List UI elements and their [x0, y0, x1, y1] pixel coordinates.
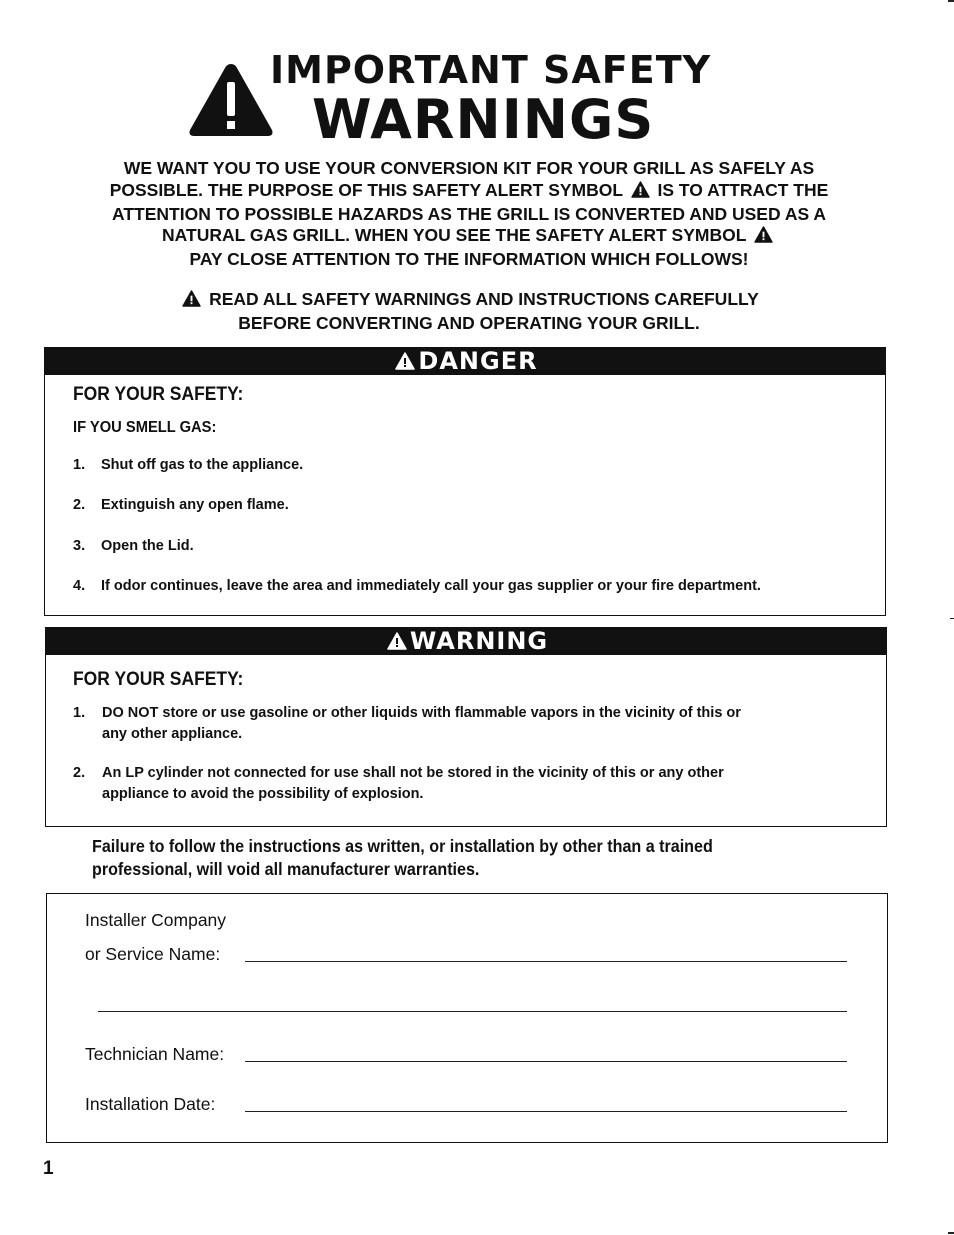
alert-triangle-icon	[186, 60, 276, 140]
alert-triangle-icon	[182, 290, 201, 313]
intro-line	[60, 225, 878, 249]
list-item-text: An LP cylinder not connected for use shall not be stored in the vicinity of this or any other	[102, 765, 724, 781]
read-all-line	[60, 289, 878, 313]
list-item-text: Shut off gas to the appliance.	[101, 457, 304, 473]
danger-box	[44, 347, 886, 616]
list-item-text: Open the Lid.	[101, 538, 194, 554]
read-all-notice	[60, 289, 878, 335]
list-item-text: appliance to avoid the possibility of explosion.	[102, 785, 424, 802]
list-item-number: 4.	[73, 578, 86, 594]
warning-title: FOR YOUR SAFETY:	[73, 669, 244, 690]
intro-line: WE WANT YOU TO USE YOUR CONVERSION KIT FOR YOUR GRILL AS SAFELY AS	[123, 158, 815, 178]
warning-box	[45, 627, 887, 827]
list-item	[73, 536, 873, 557]
installer-info-box	[46, 893, 888, 1143]
installation-date-field[interactable]	[245, 1111, 847, 1112]
company-label: or Service Name:	[85, 944, 221, 964]
page-title-line2: WARNINGS	[312, 88, 655, 151]
alert-triangle-icon	[631, 181, 650, 204]
alert-triangle-icon	[754, 226, 773, 249]
warning-header	[46, 628, 886, 655]
danger-subtitle: IF YOU SMELL GAS:	[73, 419, 217, 436]
list-item-text: If odor continues, leave the area and immediately call your gas supplier or your fire department.	[101, 578, 761, 594]
read-all-text: READ ALL SAFETY WARNINGS AND INSTRUCTIONS CAREFULLY	[209, 289, 759, 309]
intro-text: NATURAL GAS GRILL. WHEN YOU SEE THE SAFETY ALERT SYMBOL	[162, 225, 747, 246]
list-item-number: 2.	[73, 765, 86, 781]
company-name-field-continued[interactable]	[98, 1011, 847, 1012]
list-item	[73, 703, 873, 745]
list-item	[73, 495, 873, 516]
crop-mark	[948, 0, 954, 2]
list-item-text: Extinguish any open flame.	[101, 497, 289, 513]
company-name-field[interactable]	[245, 961, 847, 962]
read-all-line: BEFORE CONVERTING AND OPERATING YOUR GRILL.	[238, 312, 700, 333]
technician-label: Technician Name:	[85, 1044, 225, 1064]
alert-triangle-icon	[387, 629, 407, 656]
list-item	[73, 455, 873, 476]
list-item-number: 2.	[73, 497, 86, 513]
intro-line: ATTENTION TO POSSIBLE HAZARDS AS THE GRILL IS CONVERTED AND USED AS A	[112, 203, 826, 224]
list-item-text: DO NOT store or use gasoline or other liquids with flammable vapors in the vicinity of this or	[102, 705, 741, 721]
company-label: Installer Company	[85, 910, 227, 930]
intro-paragraph	[60, 158, 878, 271]
alert-triangle-icon	[395, 349, 415, 376]
warranty-notice-line: Failure to follow the instructions as written, or installation by other than a trained	[92, 836, 713, 856]
crop-mark	[948, 1232, 954, 1234]
page-number: 1	[43, 1158, 54, 1179]
intro-text: IS TO ATTRACT THE	[657, 179, 829, 200]
danger-title: FOR YOUR SAFETY:	[73, 384, 244, 405]
warranty-notice-line: professional, will void all manufacturer warranties.	[92, 859, 480, 879]
list-item-number: 1.	[73, 457, 86, 473]
warning-header-label: WARNING	[409, 627, 549, 655]
intro-line	[60, 180, 878, 204]
list-item-text: any other appliance.	[102, 725, 243, 742]
crop-mark	[950, 618, 954, 619]
page-title-line1: IMPORTANT SAFETY	[270, 48, 712, 92]
technician-name-field[interactable]	[245, 1061, 847, 1062]
intro-text: POSSIBLE. THE PURPOSE OF THIS SAFETY ALERT SYMBOL	[109, 179, 623, 200]
list-item-number: 1.	[73, 705, 86, 721]
danger-header	[45, 348, 885, 375]
list-item-number: 3.	[73, 538, 86, 554]
list-item	[73, 576, 873, 597]
list-item	[73, 763, 873, 805]
installation-date-label: Installation Date:	[85, 1094, 216, 1114]
intro-line: PAY CLOSE ATTENTION TO THE INFORMATION WHICH FOLLOWS!	[189, 249, 749, 270]
danger-header-label: DANGER	[418, 347, 538, 375]
warranty-notice	[92, 835, 754, 881]
